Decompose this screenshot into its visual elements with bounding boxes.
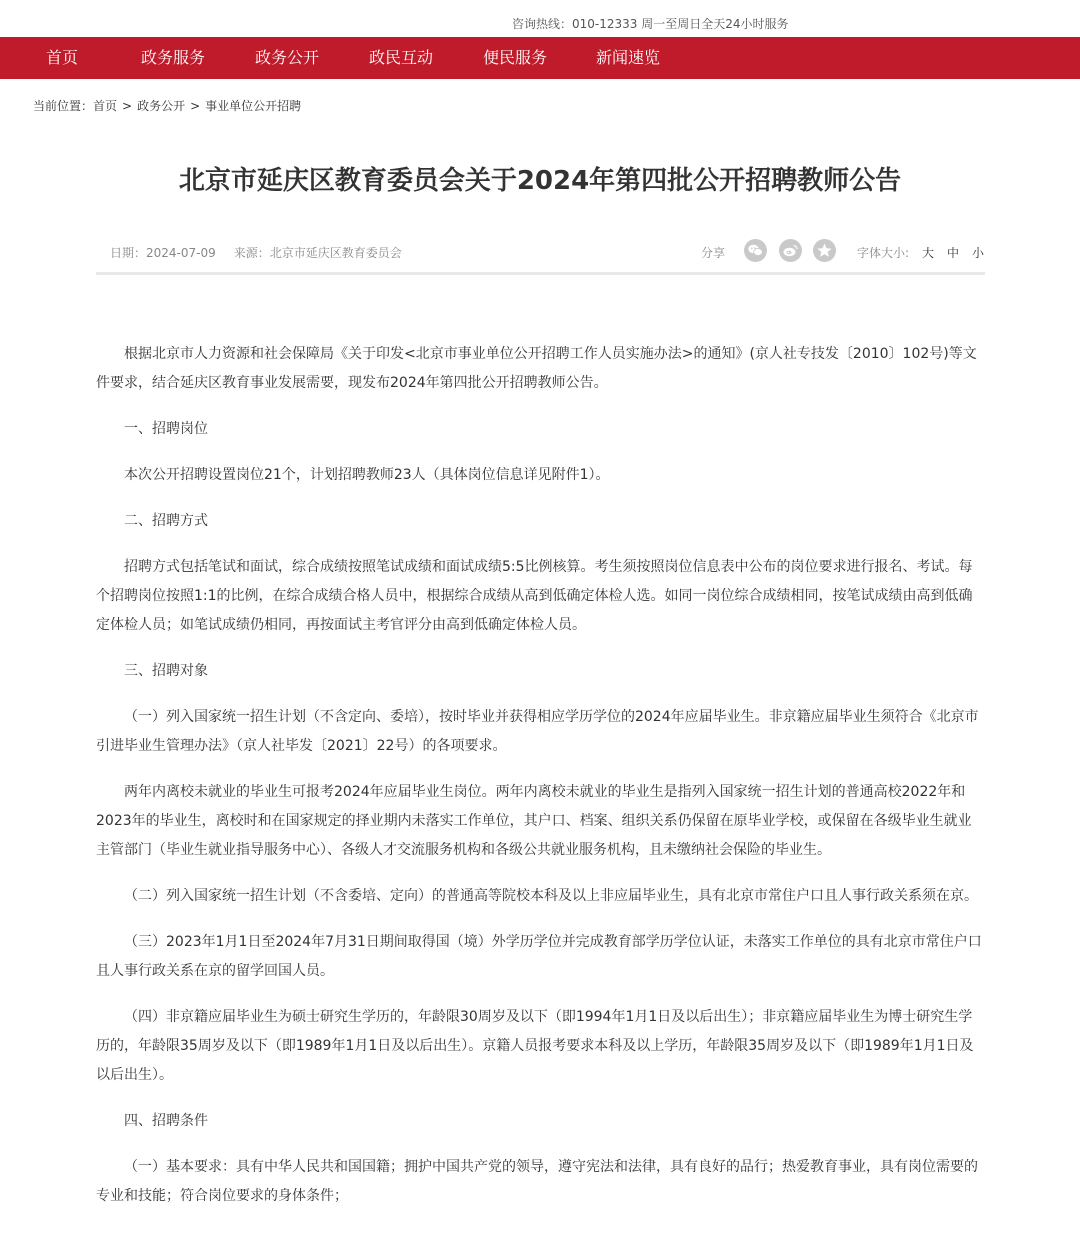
wechat-share-button[interactable]: [744, 239, 767, 262]
section-heading-method: 二、招聘方式: [124, 513, 208, 529]
nav-item-government-affairs-disclosure[interactable]: 政务公开: [255, 48, 320, 67]
breadcrumb: [33, 97, 301, 114]
font-size-medium-button[interactable]: 中: [947, 246, 960, 260]
nav-item-home[interactable]: 首页: [46, 48, 79, 67]
weibo-share-button[interactable]: [779, 239, 802, 262]
article-source: 来源：北京市延庆区教育委员会: [233, 246, 402, 260]
share-label: 分享: [701, 246, 726, 260]
font-size-label: 字体大小:: [857, 246, 910, 260]
section-heading-conditions: 四、招聘条件: [124, 1113, 208, 1129]
top-bar: [0, 0, 1080, 37]
paragraph-basic-requirements: （一）基本要求：具有中华人民共和国国籍；拥护中国共产党的领导，遵守宪法和法律，具有良好的品行；热爱教育事业，具有岗位需要的专业和技能；符合岗位要求的身体条件；: [96, 1159, 978, 1204]
article-date: 日期：2024-07-09: [110, 246, 216, 260]
hotline-text: 咨询热线：010-12333 周一至周日全天24小时服务: [512, 17, 789, 31]
favorite-star-icon: [813, 239, 836, 262]
wechat-icon: [744, 239, 767, 262]
breadcrumb-label: 当前位置：: [33, 99, 94, 113]
section-heading-positions: 一、招聘岗位: [124, 421, 208, 437]
section-heading-targets: 三、招聘对象: [124, 663, 208, 679]
nav-item-convenience-services[interactable]: 便民服务: [483, 48, 548, 67]
title-divider: [96, 272, 985, 275]
nav-item-government-services[interactable]: 政务服务: [141, 48, 206, 67]
article-body: [96, 340, 984, 1211]
paragraph-intro: 根据北京市人力资源和社会保障局《关于印发<北京市事业单位公开招聘工作人员实施办法>的通知》(京人社专技发〔2010〕102号)等文件要求，结合延庆区教育事业发展需要，现发布2024年第四批公开招聘教师公告。: [96, 346, 977, 391]
paragraph-target-2: （二）列入国家统一招生计划（不含委培、定向）的普通高等院校本科及以上非应届毕业生，具有北京市常住户口且人事行政关系须在京。: [124, 888, 978, 904]
breadcrumb-item-public-recruitment[interactable]: 事业单位公开招聘: [205, 99, 302, 113]
paragraph-method: 招聘方式包括笔试和面试，综合成绩按照笔试成绩和面试成绩5:5比例核算。考生须按照岗位信息表中公布的岗位要求进行报名、考试。每个招聘岗位按照1:1的比例，在综合成绩合格人员中，根据综合成绩从高到低确定体检人选。如同一岗位综合成绩相同，按笔试成绩由高到低确定体检人员；如笔试成绩仍相同，再按面试主考官评分由高到低确定体检人员。: [96, 559, 973, 633]
main-nav: [0, 37, 1080, 79]
paragraph-target-3: （三）2023年1月1日至2024年7月31日期间取得国（境）外学历学位并完成教育部学历学位认证，未落实工作单位的具有北京市常住户口且人事行政关系在京的留学回国人员。: [96, 934, 982, 979]
weibo-icon: [779, 239, 802, 262]
paragraph-target-4: （四）非京籍应届毕业生为硕士研究生学历的，年龄限30周岁及以下（即1994年1月1日及以后出生）；非京籍应届毕业生为博士研究生学历的，年龄限35周岁及以下（即1989年1月1日及以后出生）。京籍人员报考要求本科及以上学历，年龄限35周岁及以下（即1989年1月1日及以后出生）。: [96, 1009, 974, 1083]
nav-item-public-interaction[interactable]: 政民互动: [369, 48, 434, 67]
nav-item-news-overview[interactable]: 新闻速览: [596, 48, 661, 67]
favorite-share-button[interactable]: [813, 239, 836, 262]
paragraph-positions: 本次公开招聘设置岗位21个，计划招聘教师23人（具体岗位信息详见附件1）。: [124, 467, 610, 483]
font-size-small-button[interactable]: 小: [972, 246, 985, 260]
article-title: 北京市延庆区教育委员会关于2024年第四批公开招聘教师公告: [178, 166, 902, 196]
breadcrumb-item-home[interactable]: 首页: [93, 99, 118, 113]
paragraph-unemployed-graduates: 两年内离校未就业的毕业生可报考2024年应届毕业生岗位。两年内离校未就业的毕业生是指列入国家统一招生计划的普通高校2022年和2023年的毕业生，离校时和在国家规定的择业期内未落实工作单位，其户口、档案、组织关系仍保留在原毕业学校，或保留在各级毕业生就业主管部门（毕业生就业指导服务中心）、各级人才交流服务机构和各级公共就业服务机构，且未缴纳社会保险的毕业生。: [96, 784, 972, 858]
paragraph-target-1: （一）列入国家统一招生计划（不含定向、委培），按时毕业并获得相应学历学位的2024年应届毕业生。非京籍应届毕业生须符合《北京市引进毕业生管理办法》（京人社毕发〔2021〕22号）的各项要求。: [96, 709, 979, 754]
breadcrumb-separator: >: [190, 99, 201, 113]
font-size-large-button[interactable]: 大: [922, 246, 935, 260]
breadcrumb-item-affairs-disclosure[interactable]: 政务公开: [137, 99, 186, 113]
breadcrumb-separator: >: [122, 99, 133, 113]
article-meta: [110, 244, 402, 261]
